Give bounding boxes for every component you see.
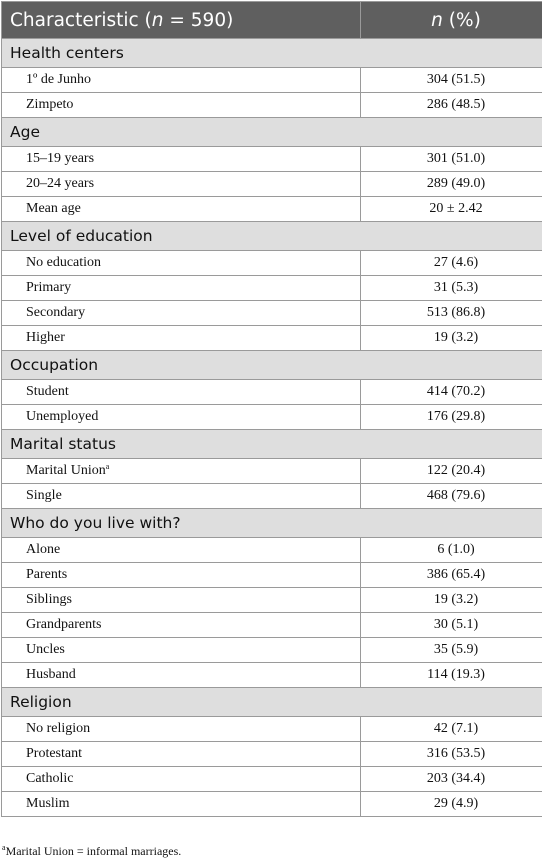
row-label: Grandparents [26,617,102,632]
row-label: Muslim [26,796,70,811]
row-label: Student [26,384,69,399]
table-row [2,276,542,301]
row-label-cell [2,563,361,588]
row-label: Single [26,488,62,503]
footnote-text: Marital Union = informal marriages. [5,844,182,858]
characteristics-table [1,1,542,817]
header-n-symbol: n [151,9,164,31]
row-label: Catholic [26,771,74,786]
table-row [2,301,542,326]
table-row [2,742,542,767]
row-label: Marital Union [26,463,106,478]
row-value: 122 (20.4) [361,459,542,484]
row-value: 19 (3.2) [361,588,542,613]
row-value: 31 (5.3) [361,276,542,301]
header-col2-n: n [431,9,443,31]
header-n-value: = 590) [163,9,234,31]
section-title: Occupation [2,351,542,380]
row-value: 42 (7.1) [361,717,542,742]
row-label-cell [2,326,361,351]
row-label-cell [2,197,361,222]
header-n-percent [361,2,542,39]
table-row [2,380,542,405]
row-label: Higher [26,330,65,345]
section-header-row [2,222,542,251]
row-label-cell [2,742,361,767]
section-header-row [2,688,542,717]
row-value: 203 (34.4) [361,767,542,792]
row-label: 15–19 years [26,151,95,166]
section-header-row [2,118,542,147]
row-label: Unemployed [26,409,99,424]
table-row [2,538,542,563]
row-value: 20 ± 2.42 [361,197,542,222]
row-value: 19 (3.2) [361,326,542,351]
footnote-marker: a [105,462,110,471]
footnote-marker: a [2,843,6,852]
section-header-row [2,39,542,68]
section-header-row [2,509,542,538]
table-row [2,93,542,118]
row-label-cell [2,93,361,118]
section-title: Level of education [2,222,542,251]
table-row [2,68,542,93]
table-footnote [2,844,181,859]
row-label-cell [2,663,361,688]
header-characteristic-label: Characteristic ( [10,9,152,31]
table-row [2,717,542,742]
row-label-cell [2,380,361,405]
row-label-cell [2,405,361,430]
table-row [2,326,542,351]
section-title: Who do you live with? [2,509,542,538]
row-label-cell [2,588,361,613]
row-label-cell [2,251,361,276]
table-row [2,147,542,172]
row-label-cell [2,147,361,172]
table-row [2,197,542,222]
row-label: No religion [26,721,91,736]
row-value: 304 (51.5) [361,68,542,93]
section-title: Marital status [2,430,542,459]
table-row [2,663,542,688]
section-title: Health centers [2,39,542,68]
row-label-cell [2,717,361,742]
row-label: Uncles [26,642,65,657]
row-label: Secondary [26,305,86,320]
table-row [2,638,542,663]
row-value: 27 (4.6) [361,251,542,276]
table-row [2,792,542,817]
row-label: 1º de Junho [26,72,92,87]
header-characteristic [2,2,361,39]
table-row [2,172,542,197]
table-row [2,613,542,638]
row-label-cell [2,68,361,93]
row-label-cell [2,459,361,484]
row-label-cell [2,172,361,197]
row-label-cell [2,538,361,563]
row-label: Siblings [26,592,72,607]
table-body [2,2,542,817]
table-row [2,767,542,792]
section-header-row [2,430,542,459]
row-value: 29 (4.9) [361,792,542,817]
row-label-cell [2,613,361,638]
section-header-row [2,351,542,380]
section-title: Age [2,118,542,147]
section-title: Religion [2,688,542,717]
header-col2-rest: (%) [442,9,481,31]
table-header-row [2,2,542,39]
row-value: 468 (79.6) [361,484,542,509]
row-value: 513 (86.8) [361,301,542,326]
table-row [2,405,542,430]
row-value: 30 (5.1) [361,613,542,638]
row-label: Protestant [26,746,82,761]
row-value: 6 (1.0) [361,538,542,563]
row-label: No education [26,255,102,270]
row-value: 176 (29.8) [361,405,542,430]
row-label: Mean age [26,201,81,216]
row-label-cell [2,276,361,301]
row-label-cell [2,792,361,817]
table-row [2,459,542,484]
row-label: 20–24 years [26,176,95,191]
row-label: Zimpeto [26,97,74,112]
row-label: Husband [26,667,76,682]
row-label-cell [2,767,361,792]
row-value: 286 (48.5) [361,93,542,118]
row-value: 114 (19.3) [361,663,542,688]
row-label: Primary [26,280,72,295]
table-row [2,588,542,613]
row-label: Alone [26,542,61,557]
table-row [2,251,542,276]
row-value: 414 (70.2) [361,380,542,405]
table-row [2,484,542,509]
row-value: 316 (53.5) [361,742,542,767]
table-row [2,563,542,588]
row-label-cell [2,638,361,663]
row-value: 289 (49.0) [361,172,542,197]
row-value: 386 (65.4) [361,563,542,588]
row-value: 301 (51.0) [361,147,542,172]
row-label-cell [2,301,361,326]
row-label-cell [2,484,361,509]
row-label: Parents [26,567,68,582]
row-value: 35 (5.9) [361,638,542,663]
